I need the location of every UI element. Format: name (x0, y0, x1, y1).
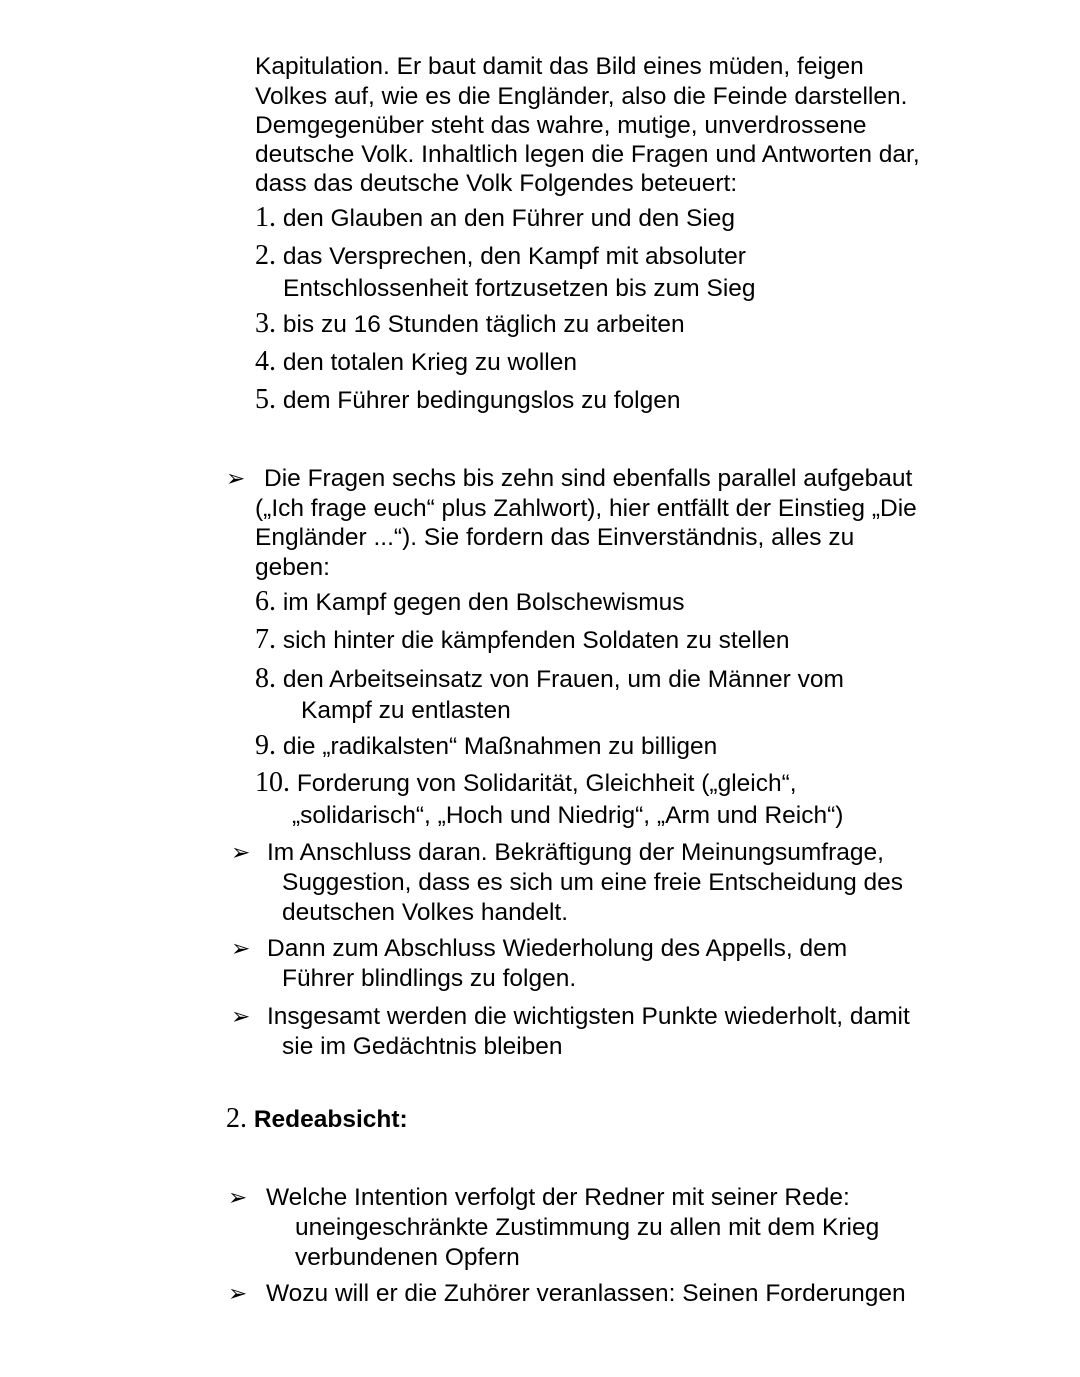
list-number: 9. (255, 730, 276, 761)
section-heading (226, 1104, 408, 1135)
arrow-bullet-icon: ➢ (231, 840, 251, 866)
list-item (255, 768, 797, 799)
list-number: 3. (255, 308, 276, 339)
bullet-text-continuation: deutschen Volkes handelt. (282, 899, 569, 926)
bullet-text-continuation: Führer blindlings zu folgen. (282, 965, 577, 992)
intro-line: deutsche Volk. Inhaltlich legen die Fragen und Antworten dar, (255, 141, 920, 168)
intro-line: dass das deutsche Volk Folgendes beteuert: (255, 170, 738, 197)
list-number: 8. (255, 663, 276, 694)
list-item (255, 587, 685, 618)
bullet-text-continuation: Suggestion, dass es sich um eine freie Entscheidung des (282, 869, 904, 896)
list-text: bis zu 16 Stunden täglich zu arbeiten (282, 311, 685, 338)
list-number: 5. (255, 384, 276, 415)
bullet-text-continuation: uneingeschränkte Zustimmung zu allen mit dem Krieg (295, 1214, 880, 1241)
list-text: den totalen Krieg zu wollen (282, 349, 578, 376)
bullet-item (231, 1002, 910, 1032)
bullet-text: Im Anschluss daran. Bekräftigung der Meinungsumfrage, (267, 839, 884, 866)
list-text: sich hinter die kämpfenden Soldaten zu stellen (282, 627, 790, 654)
bullet-text: Insgesamt werden die wichtigsten Punkte wiederholt, damit (267, 1003, 910, 1030)
list-item (255, 731, 717, 762)
list-number: 4. (255, 346, 276, 377)
list-text: im Kampf gegen den Bolschewismus (282, 589, 685, 616)
arrow-bullet-icon: ➢ (231, 936, 251, 962)
bullet-text-continuation: („Ich frage euch“ plus Zahlwort), hier entfällt der Einstieg „Die (255, 495, 917, 522)
list-item (255, 385, 681, 416)
list-item (255, 347, 577, 378)
list-number: 6. (255, 586, 276, 617)
bullet-text-continuation: geben: (255, 554, 330, 581)
list-item (255, 241, 746, 272)
list-number: 10. (255, 767, 290, 798)
bullet-text-continuation: verbundenen Opfern (295, 1244, 520, 1271)
bullet-text-continuation: sie im Gedächtnis bleiben (282, 1033, 563, 1060)
intro-line: Kapitulation. Er baut damit das Bild eines müden, feigen (255, 53, 864, 80)
intro-line: Demgegenüber steht das wahre, mutige, unverdrossene (255, 112, 867, 139)
list-number: 2. (255, 240, 276, 271)
list-item (255, 309, 685, 340)
bullet-text: Dann zum Abschluss Wiederholung des Appells, dem (267, 935, 848, 962)
list-text-continuation: „solidarisch“, „Hoch und Niedrig“, „Arm und Reich“) (292, 802, 844, 829)
list-item (255, 625, 789, 656)
section-title: Redeabsicht: (253, 1106, 408, 1133)
arrow-bullet-icon: ➢ (228, 1185, 248, 1211)
list-item (255, 203, 735, 234)
bullet-item (231, 838, 884, 868)
intro-line: Volkes auf, wie es die Engländer, also die Feinde darstellen. (255, 83, 908, 110)
bullet-item (228, 1183, 850, 1213)
arrow-bullet-icon: ➢ (231, 1004, 251, 1030)
list-text: die „radikalsten“ Maßnahmen zu billigen (282, 733, 718, 760)
list-text: dem Führer bedingungslos zu folgen (282, 387, 681, 414)
arrow-bullet-icon: ➢ (226, 466, 246, 492)
list-number: 1. (255, 202, 276, 233)
list-text: Forderung von Solidarität, Gleichheit („gleich“, (296, 770, 797, 797)
list-text-continuation: Entschlossenheit fortzusetzen bis zum Sieg (283, 275, 756, 302)
bullet-item (226, 464, 912, 494)
bullet-text-continuation: Engländer ...“). Sie fordern das Einverständnis, alles zu (255, 524, 855, 551)
bullet-item (228, 1279, 906, 1309)
bullet-text: Die Fragen sechs bis zehn sind ebenfalls parallel aufgebaut (264, 465, 913, 492)
bullet-text: Wozu will er die Zuhörer veranlassen: Seinen Forderungen (266, 1280, 906, 1307)
list-text: das Versprechen, den Kampf mit absoluter (282, 243, 746, 270)
section-number: 2. (226, 1103, 247, 1134)
bullet-text: Welche Intention verfolgt der Redner mit seiner Rede: (266, 1184, 850, 1211)
list-text: den Glauben an den Führer und den Sieg (282, 205, 736, 232)
bullet-item (231, 934, 847, 964)
list-item (255, 664, 844, 695)
list-text-continuation: Kampf zu entlasten (301, 697, 511, 724)
list-number: 7. (255, 624, 276, 655)
arrow-bullet-icon: ➢ (228, 1281, 248, 1307)
list-text: den Arbeitseinsatz von Frauen, um die Männer vom (282, 666, 844, 693)
